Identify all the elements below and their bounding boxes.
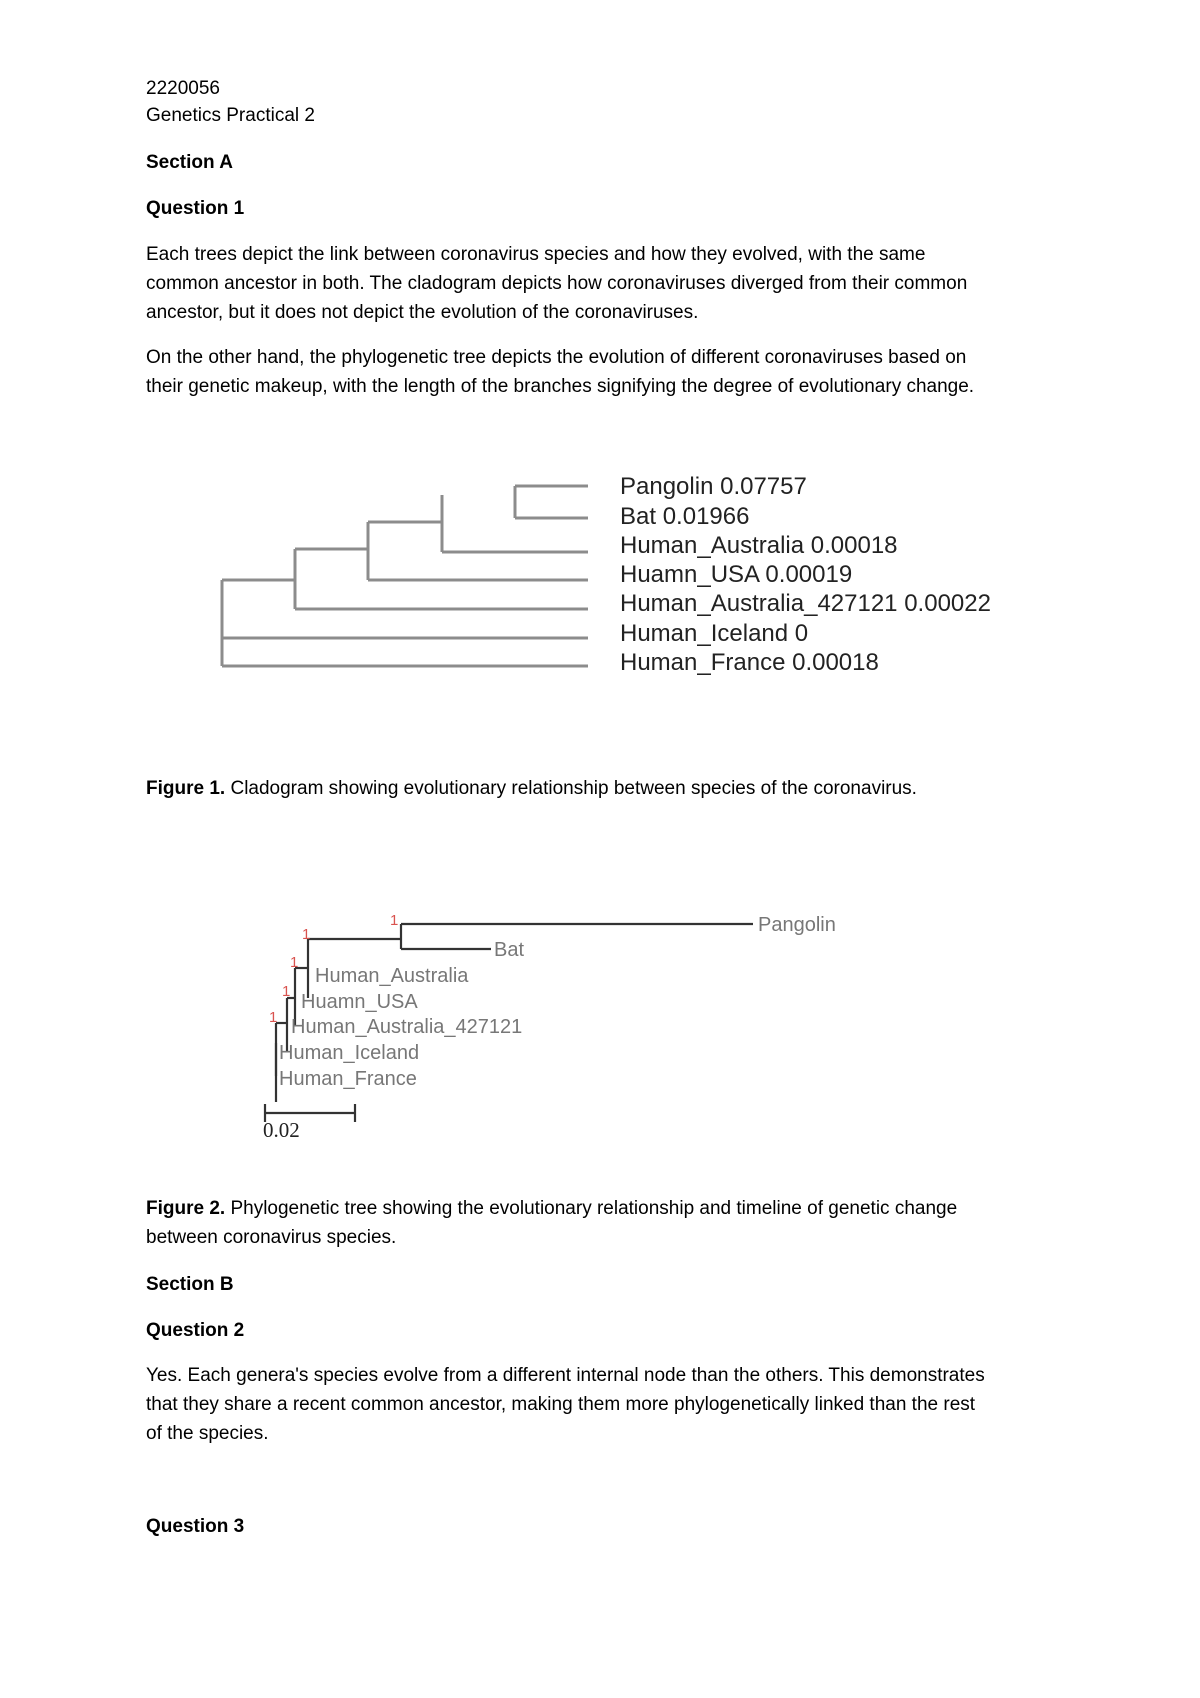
q1-para2-line: On the other hand, the phylogenetic tree depicts the evolution of different coronaviruses based on	[146, 347, 967, 368]
bootstrap-value: 1	[302, 926, 311, 943]
figure-2-caption-line: between coronavirus species.	[146, 1227, 397, 1248]
clad-leaf-label: Bat 0.01966	[620, 503, 750, 530]
phylo-leaf-label: Human_Australia_427121	[291, 1016, 523, 1038]
cladogram-labels	[620, 473, 991, 676]
cladogram-branches	[222, 486, 588, 666]
bootstrap-value: 1	[290, 954, 299, 971]
clad-leaf-label: Human_Australia 0.00018	[620, 532, 898, 559]
figure-1-caption	[146, 774, 917, 803]
question-3-heading: Question 3	[146, 1516, 245, 1537]
clad-leaf-label: Huamn_USA 0.00019	[620, 561, 853, 588]
clad-leaf-label: Human_Australia_427121 0.00022	[620, 590, 991, 617]
section-a-heading: Section A	[146, 152, 233, 173]
scale-bar-label: 0.02	[263, 1118, 300, 1142]
section-b-heading: Section B	[146, 1274, 234, 1295]
bootstrap-value: 1	[282, 983, 291, 1000]
figure-1-caption-text: Cladogram showing evolutionary relationship between species of the coronavirus.	[225, 778, 917, 799]
q2-answer-line: Yes. Each genera's species evolve from a different internal node than the others. This demonstrates	[146, 1365, 985, 1386]
figure-2-caption	[146, 1194, 957, 1223]
q1-para1-line: ancestor, but it does not depict the evolution of the coronaviruses.	[146, 302, 699, 323]
q2-answer-line: that they share a recent common ancestor, making them more phylogenetically linked than the rest	[146, 1394, 976, 1415]
figure-2-caption-label: Figure 2.	[146, 1198, 226, 1219]
figure-2-caption-text: Phylogenetic tree showing the evolutionary relationship and timeline of genetic change	[225, 1198, 958, 1219]
student-id: 2220056	[146, 78, 220, 99]
bootstrap-value: 1	[269, 1009, 278, 1026]
q2-answer-line: of the species.	[146, 1423, 269, 1444]
question-1-heading: Question 1	[146, 198, 245, 219]
figure-1-caption-label: Figure 1.	[146, 778, 226, 799]
q1-para2-line: their genetic makeup, with the length of the branches signifying the degree of evolutionary change.	[146, 376, 975, 397]
phylo-leaf-label: Bat	[494, 939, 525, 961]
clad-leaf-label: Human_Iceland 0	[620, 620, 809, 647]
clad-leaf-label: Human_France 0.00018	[620, 649, 879, 676]
phylo-leaf-label: Human_Iceland	[279, 1042, 420, 1064]
phylo-leaf-label: Human_France	[279, 1068, 417, 1090]
clad-leaf-label: Pangolin 0.07757	[620, 473, 807, 500]
bootstrap-value: 1	[390, 912, 399, 929]
phylo-leaf-label: Pangolin	[758, 914, 836, 936]
q1-para1-line: Each trees depict the link between coronavirus species and how they evolved, with the same	[146, 244, 926, 265]
phylogenetic-tree-figure	[255, 905, 875, 1140]
q1-para1-line: common ancestor in both. The cladogram depicts how coronaviruses diverged from their common	[146, 273, 968, 294]
document-title: Genetics Practical 2	[146, 105, 315, 126]
phylo-leaf-label: Human_Australia	[315, 965, 469, 987]
question-2-heading: Question 2	[146, 1320, 245, 1341]
phylo-leaf-label: Huamn_USA	[301, 991, 418, 1013]
cladogram-figure	[210, 470, 991, 685]
phylo-labels	[263, 914, 836, 1142]
